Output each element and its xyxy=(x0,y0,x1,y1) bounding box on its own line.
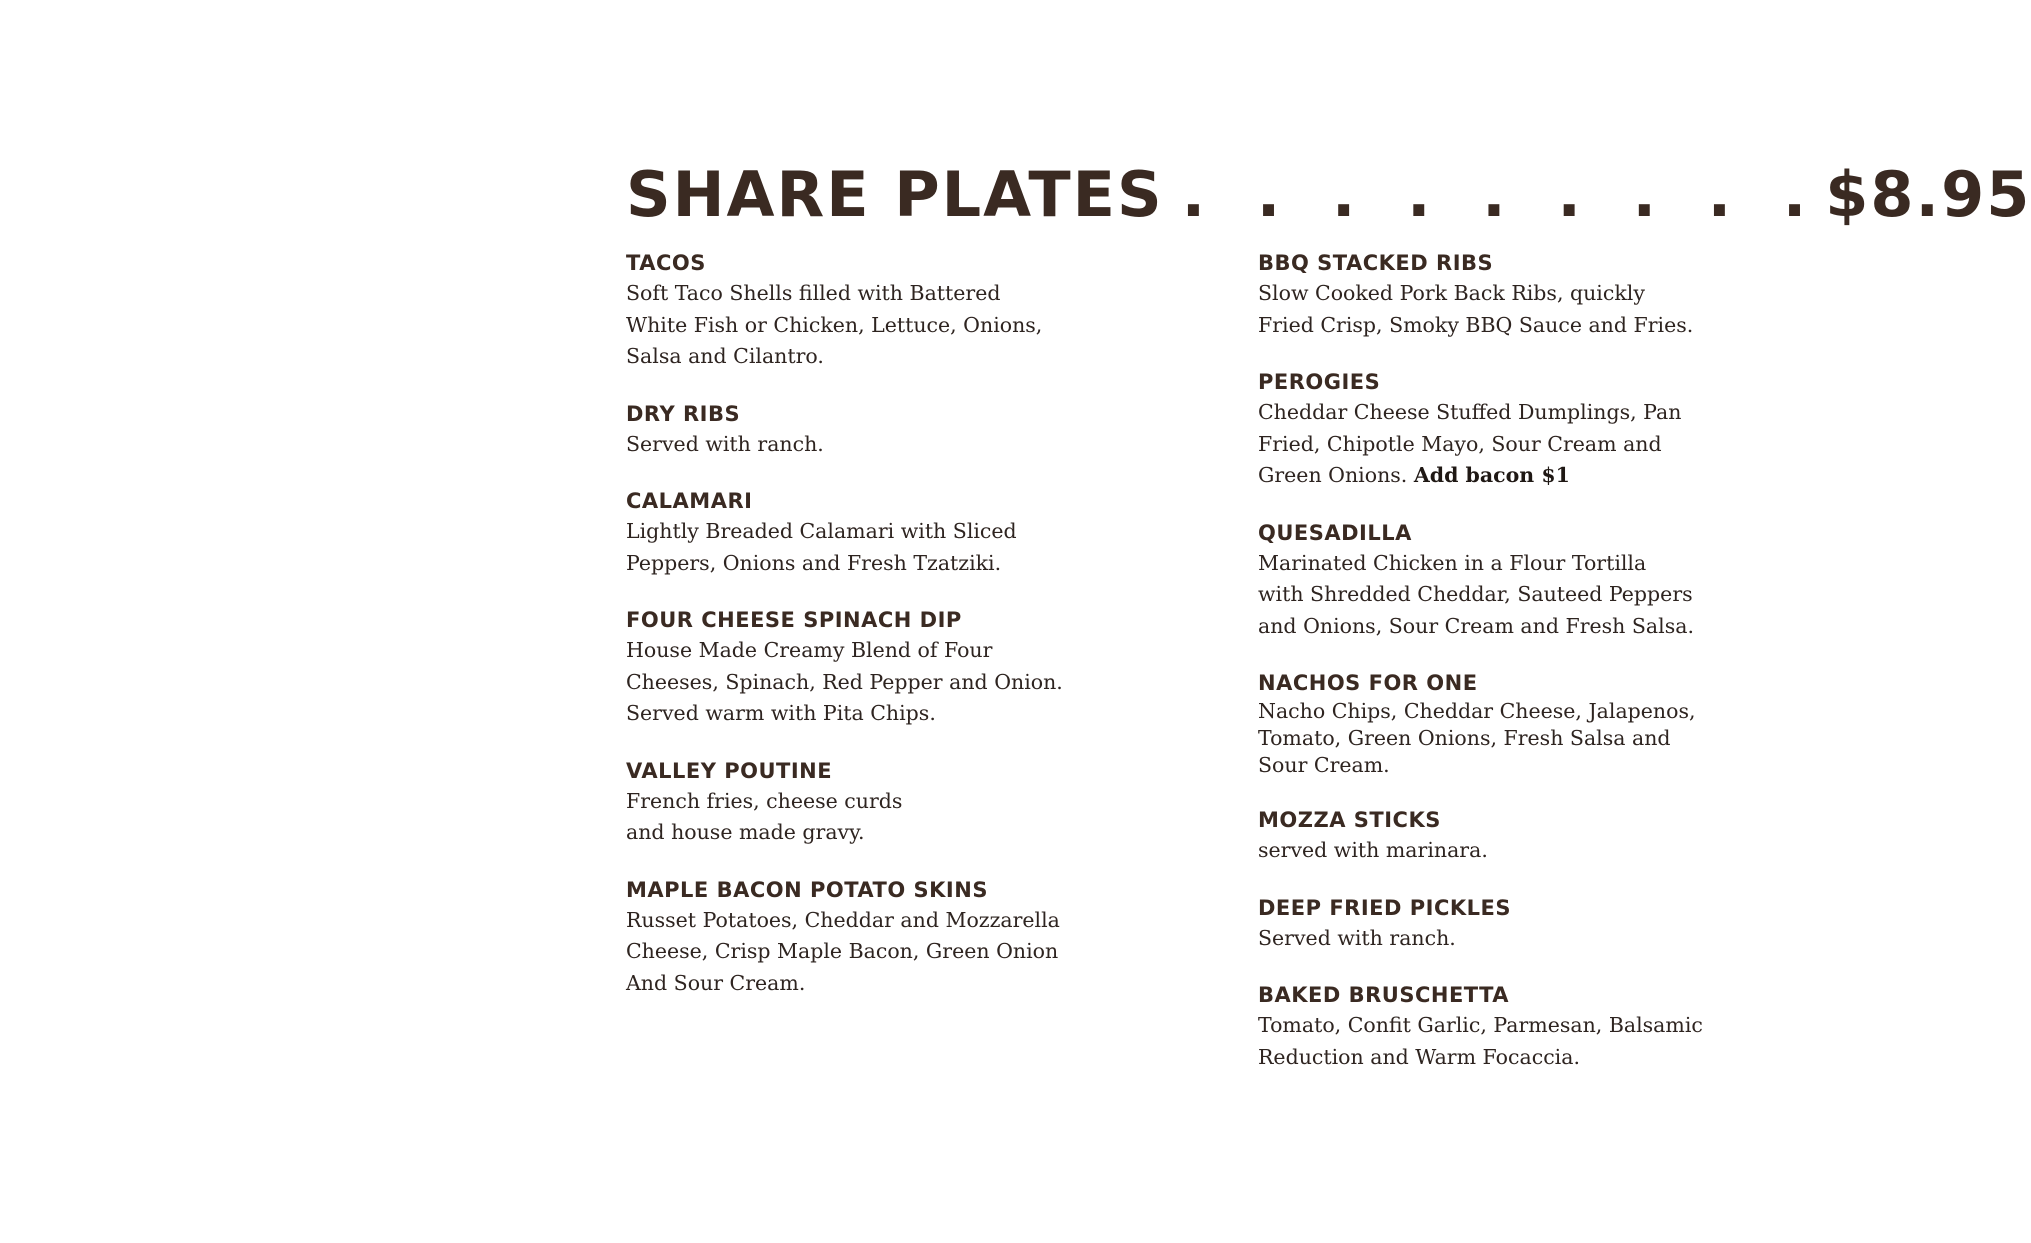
menu-item-valley-poutine xyxy=(626,758,1086,849)
menu-item-dry-ribs xyxy=(626,401,1086,461)
menu-item-description: Served with ranch. xyxy=(626,431,824,456)
menu-item-description: Slow Cooked Pork Back Ribs, quickly Fried Crisp, Smoky BBQ Sauce and Fries. xyxy=(1258,281,1694,337)
menu-item-description: served with marinara. xyxy=(1258,838,1488,862)
menu-item-description: Marinated Chicken in a Flour Tortilla with Shredded Cheddar, Sauteed Peppers and Onions, Sour Cream and Fresh Salsa. xyxy=(1258,550,1694,638)
menu-item-perogies xyxy=(1258,369,1728,492)
menu-item-four-cheese-spinach-dip xyxy=(626,607,1086,730)
menu-item-description: Nacho Chips, Cheddar Cheese, Jalapenos, Tomato, Green Onions, Fresh Salsa and Sour Cream. xyxy=(1258,699,1696,777)
menu-item-description: Served with ranch. xyxy=(1258,925,1456,950)
menu-item-name: MAPLE BACON POTATO SKINS xyxy=(626,877,988,902)
menu-item-name: FOUR CHEESE SPINACH DIP xyxy=(626,608,962,632)
menu-item-name: VALLEY POUTINE xyxy=(626,758,833,783)
menu-item-nachos-for-one xyxy=(1258,670,1728,779)
menu-item-calamari xyxy=(626,488,1086,579)
menu-section-title xyxy=(626,158,2031,232)
section-title-text: SHARE PLATES xyxy=(626,158,1164,231)
menu-item-description: House Made Creamy Blend of Four Cheeses, Spinach, Red Pepper and Onion. Served warm with Pita Chips. xyxy=(626,638,1063,725)
menu-column-right xyxy=(1258,250,1728,1101)
menu-item-tacos xyxy=(626,250,1086,373)
menu-item-description-with-addon xyxy=(1258,397,1728,492)
menu-item-description: Russet Potatoes, Cheddar and Mozzarella Cheese, Crisp Maple Bacon, Green Onion And Sour Cream. xyxy=(626,907,1060,995)
menu-item-mozza-sticks xyxy=(1258,807,1728,867)
menu-item-name: BAKED BRUSCHETTA xyxy=(1258,983,1510,1007)
section-price: $8.95 xyxy=(1825,158,2031,231)
menu-item-name: CALAMARI xyxy=(626,489,753,513)
menu-item-description: Lightly Breaded Calamari with Sliced Peppers, Onions and Fresh Tzatziki. xyxy=(626,519,1017,575)
menu-item-name: PEROGIES xyxy=(1258,370,1381,394)
menu-item-maple-bacon-potato-skins xyxy=(626,877,1086,1000)
menu-item-name: BBQ STACKED RIBS xyxy=(1258,251,1494,275)
menu-item-name: MOZZA STICKS xyxy=(1258,808,1441,832)
menu-item-name: NACHOS FOR ONE xyxy=(1258,671,1478,695)
menu-item-description: French fries, cheese curds and house made gravy. xyxy=(626,788,903,844)
menu-item-baked-bruschetta xyxy=(1258,982,1728,1073)
menu-item-name: DRY RIBS xyxy=(626,401,741,426)
menu-item-deep-fried-pickles xyxy=(1258,895,1728,955)
menu-item-addon: Add bacon $1 xyxy=(1413,463,1570,487)
title-dot-leader: . . . . . . . . . xyxy=(1181,158,1822,231)
menu-column-left xyxy=(626,250,1086,1027)
menu-item-name: TACOS xyxy=(626,251,706,275)
menu-item-bbq-stacked-ribs xyxy=(1258,250,1728,341)
menu-item-name: DEEP FRIED PICKLES xyxy=(1258,895,1511,920)
menu-item-description: Tomato, Confit Garlic, Parmesan, Balsamic Reduction and Warm Focaccia. xyxy=(1258,1013,1703,1069)
menu-item-description: Soft Taco Shells filled with Battered White Fish or Chicken, Lettuce, Onions, Salsa and Cilantro. xyxy=(626,281,1043,368)
menu-item-name: QUESADILLA xyxy=(1258,520,1412,545)
menu-item-quesadilla xyxy=(1258,520,1728,643)
menu-item-description: Cheddar Cheese Stuffed Dumplings, Pan Fried, Chipotle Mayo, Sour Cream and Green Onions. xyxy=(1258,400,1682,487)
